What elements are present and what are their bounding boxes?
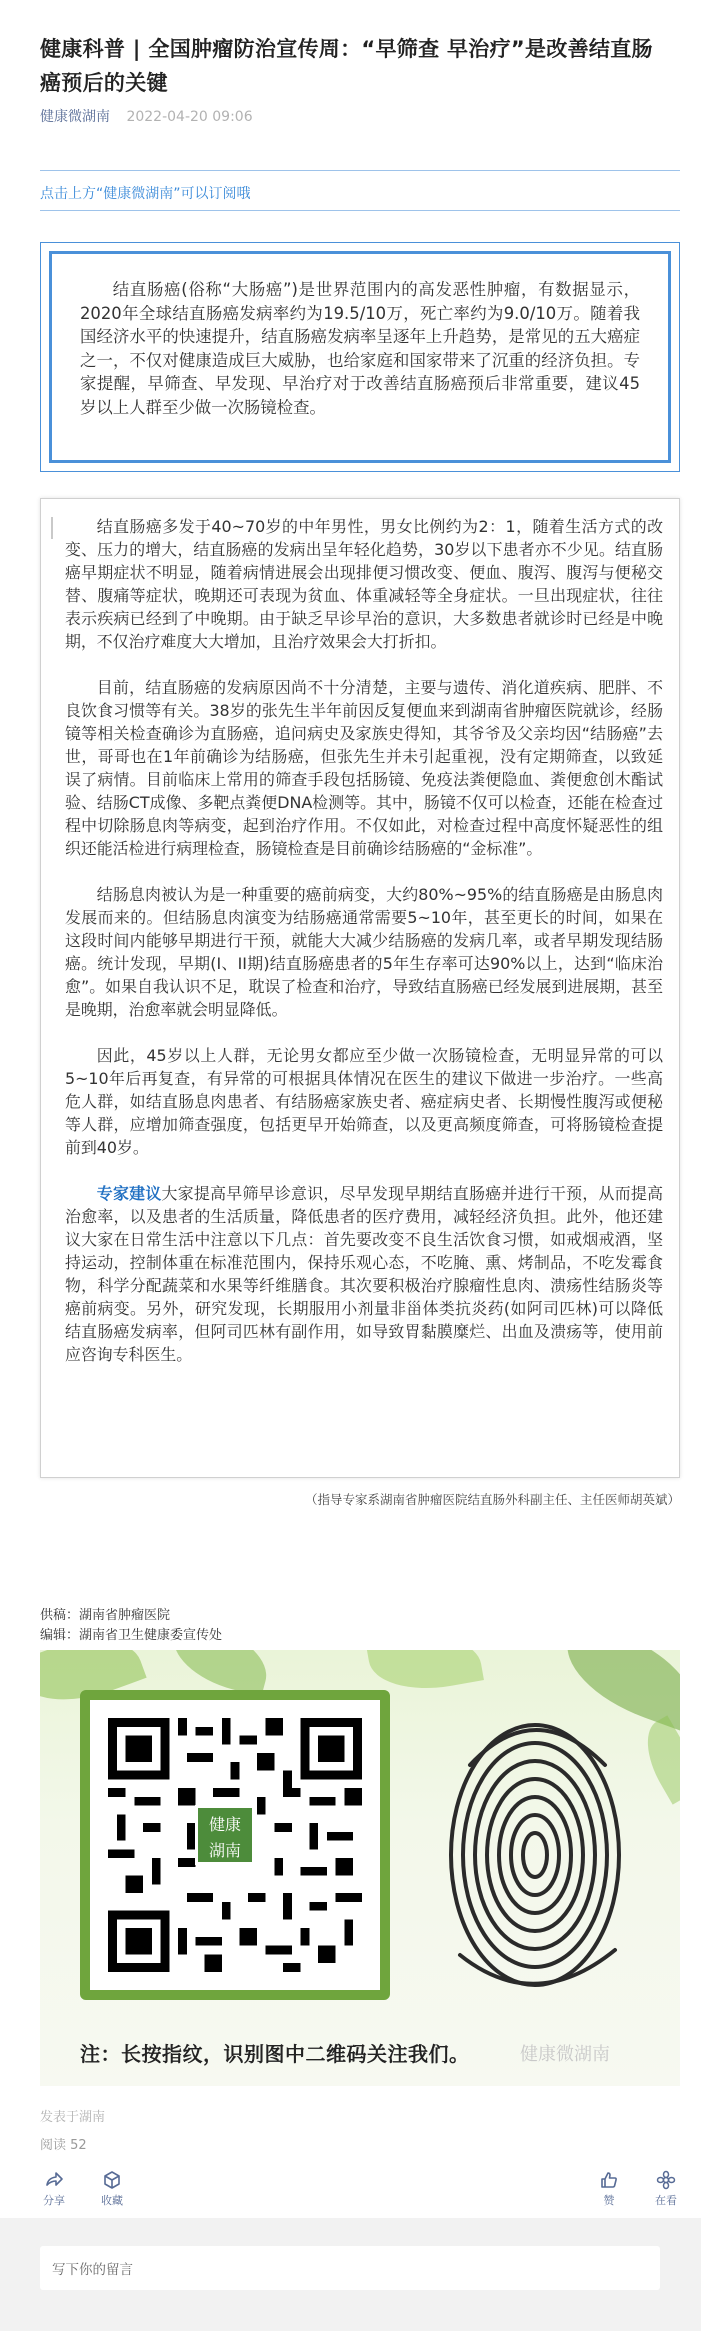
intro-box bbox=[40, 242, 680, 472]
favorite-label: 收藏 bbox=[101, 2194, 123, 2207]
body-paragraph-2: 目前，结直肠癌的发病原因尚不十分清楚，主要与遗传、消化道疾病、肥胖、不良饮食习惯等有关。38岁的张先生半年前因反复便血来到湖南省肿瘤医院就诊，经肠镜等相关检查确诊为直肠癌，追问病史及家族史得知，其爷爷及父亲均因“结肠癌”去世，哥哥也在1年前确诊为结肠癌，但张先生并未引起重视，没有定期筛查，以致延误了病情。目前临床上常用的筛查手段包括肠镜、免疫法粪便隐血、粪便愈创木酯试验、结肠CT成像、多靶点粪便DNA检测等。其中，肠镜不仅可以检查，还能在检查过程中切除肠息肉等病变，起到治疗作用。不仅如此，对检查过程中高度怀疑恶性的组织还能活检进行病理检查，肠镜检查是目前确诊结肠癌的“金标准”。 bbox=[65, 678, 663, 858]
body-paragraph-3: 结肠息肉被认为是一种重要的癌前病变，大约80%~95%的结直肠癌是由肠息肉发展而来的。但结肠息肉演变为结肠癌通常需要5~10年，甚至更长的时间，如果在这段时间内能够早期进行干预，就能大大减少结肠癌的发病几率，或者早期发现结肠癌。统计发现，早期(I、II期)结直肠癌患者的5年生存率可达90%以上，达到“临床治愈”。如果自我认识不足，耽误了检查和治疗，导致结直肠癌已经发展到进展期，甚至是晚期，治愈率就会明显降低。 bbox=[65, 885, 663, 1019]
intro-paragraph: 结直肠癌(俗称“大肠癌”)是世界范围内的高发恶性肿瘤，有数据显示，2020年全球结直肠癌发病率约为19.5/10万，死亡率约为9.0/10万。随着我国经济水平的快速提升，结直肠癌发病率呈逐年上升趋势，是常见的五大癌症之一，不仅对健康造成巨大威胁，也给家庭和国家带来了沉重的经济负担。专家提醒，早筛查、早发现、早治疗对于改善结直肠癌预后非常重要，建议45岁以上人群至少做一次肠镜检查。 bbox=[80, 280, 640, 417]
guiding-expert-note: （指导专家系湖南省肿瘤医院结直肠外科副主任、主任医师胡英斌） bbox=[304, 1492, 680, 1507]
article-title: 健康科普 | 全国肿瘤防治宣传周：“早筛查 早治疗”是改善结直肠癌预后的关键 bbox=[40, 37, 653, 95]
watching-button[interactable] bbox=[646, 2170, 686, 2208]
flower-icon bbox=[656, 2170, 676, 2190]
qr-logo-line: 健康 bbox=[208, 1815, 241, 1834]
article-body bbox=[40, 498, 680, 1478]
qr-logo bbox=[195, 1805, 255, 1865]
comment-area bbox=[0, 2218, 701, 2331]
watching-label: 在看 bbox=[655, 2194, 677, 2207]
like-label: 赞 bbox=[603, 2194, 615, 2207]
published-location: 发表于湖南 bbox=[40, 2110, 106, 2125]
thumbs-up-icon bbox=[599, 2170, 619, 2190]
divider bbox=[40, 210, 680, 211]
body-paragraph-1: 结直肠癌多发于40~70岁的中年男性，男女比例约为2：1，随着生活方式的改变、压力的增大，结直肠癌的发病出呈年轻化趋势，30岁以下患者亦不少见。结直肠癌早期症状不明显，随着病情进展会出现排便习惯改变、便血、腹泻、腹泻与便秘交替、腹痛等症状，晚期还可表现为贫血、体重减轻等全身症状。一旦出现症状，往往表示疾病已经到了中晚期。由于缺乏早诊早治的意识，大多数患者就诊时已经是中晚期，不仅治疗难度大大增加，且治疗效果会大打折扣。 bbox=[65, 517, 663, 651]
intro-box-inner bbox=[49, 251, 671, 463]
cube-icon bbox=[102, 2170, 122, 2190]
article-meta bbox=[40, 106, 253, 126]
divider bbox=[40, 170, 680, 171]
share-label: 分享 bbox=[43, 2194, 65, 2207]
read-count: 阅读 52 bbox=[40, 2138, 87, 2153]
source-credits bbox=[40, 1606, 222, 1646]
leaf-decoration bbox=[633, 1715, 680, 1804]
fingerprint-icon[interactable] bbox=[440, 1705, 630, 2005]
favorite-button[interactable] bbox=[92, 2170, 132, 2208]
subscribe-prompt: 点击上方“健康微湖南”可以订阅哦 bbox=[40, 186, 251, 202]
like-button[interactable] bbox=[589, 2170, 629, 2208]
editor-line: 编辑：湖南省卫生健康委宣传处 bbox=[40, 1628, 223, 1643]
body-paragraph-5 bbox=[65, 1182, 663, 1366]
body-paragraph-5-text: 大家提高早筛早诊意识，尽早发现早期结直肠癌并进行干预，从而提高治愈率，以及患者的生活质量，降低患者的医疗费用，减轻经济负担。此外，他还建议大家在日常生活中注意以下几点：首先要改变不良生活饮食习惯，如戒烟戒酒，坚持运动，控制体重在标准范围内，保持乐观心态，不吃腌、熏、烤制品，不吃发霉食物，科学分配蔬菜和水果等纤维膳食。其次要积极治疗腺瘤性息肉、溃疡性结肠炎等癌前病变。另外，研究发现，长期服用小剂量非甾体类抗炎药(如阿司匹林)可以降低结直肠癌发病率，但阿司匹林有副作用，如导致胃黏膜糜烂、出血及溃疡等，使用前应咨询专科医生。 bbox=[65, 1184, 664, 1364]
body-paragraph-4: 因此，45岁以上人群，无论男女都应至少做一次肠镜检查，无明显异常的可以5~10年后再复查，有异常的可根据具体情况在医生的建议下做进一步治疗。一些高危人群，如结直肠息肉患者、有结肠癌家族史者、癌症病史者、长期慢性腹泻或便秘等人群，应增加筛查强度，包括更早开始筛查，以及更高频度筛查，可将肠镜检查提前到40岁。 bbox=[65, 1046, 663, 1157]
share-icon bbox=[44, 2170, 64, 2190]
watermark: 健康微湖南 bbox=[520, 2044, 610, 2065]
contributor-line: 供稿：湖南省肿瘤医院 bbox=[40, 1608, 171, 1623]
qr-code-frame[interactable] bbox=[80, 1690, 390, 2000]
comment-input[interactable]: 写下你的留言 bbox=[40, 2246, 660, 2290]
poster-caption: 注：长按指纹，识别图中二维码关注我们。 bbox=[80, 2042, 470, 2066]
expert-advice-label: 专家建议 bbox=[96, 1184, 162, 1203]
publish-time: 2022-04-20 09:06 bbox=[126, 109, 253, 125]
qr-logo-line: 湖南 bbox=[208, 1841, 241, 1860]
quote-bar bbox=[51, 517, 53, 539]
share-button[interactable] bbox=[34, 2170, 74, 2208]
qr-code-poster[interactable] bbox=[40, 1650, 680, 2086]
account-name-link[interactable]: 健康微湖南 bbox=[40, 109, 110, 125]
